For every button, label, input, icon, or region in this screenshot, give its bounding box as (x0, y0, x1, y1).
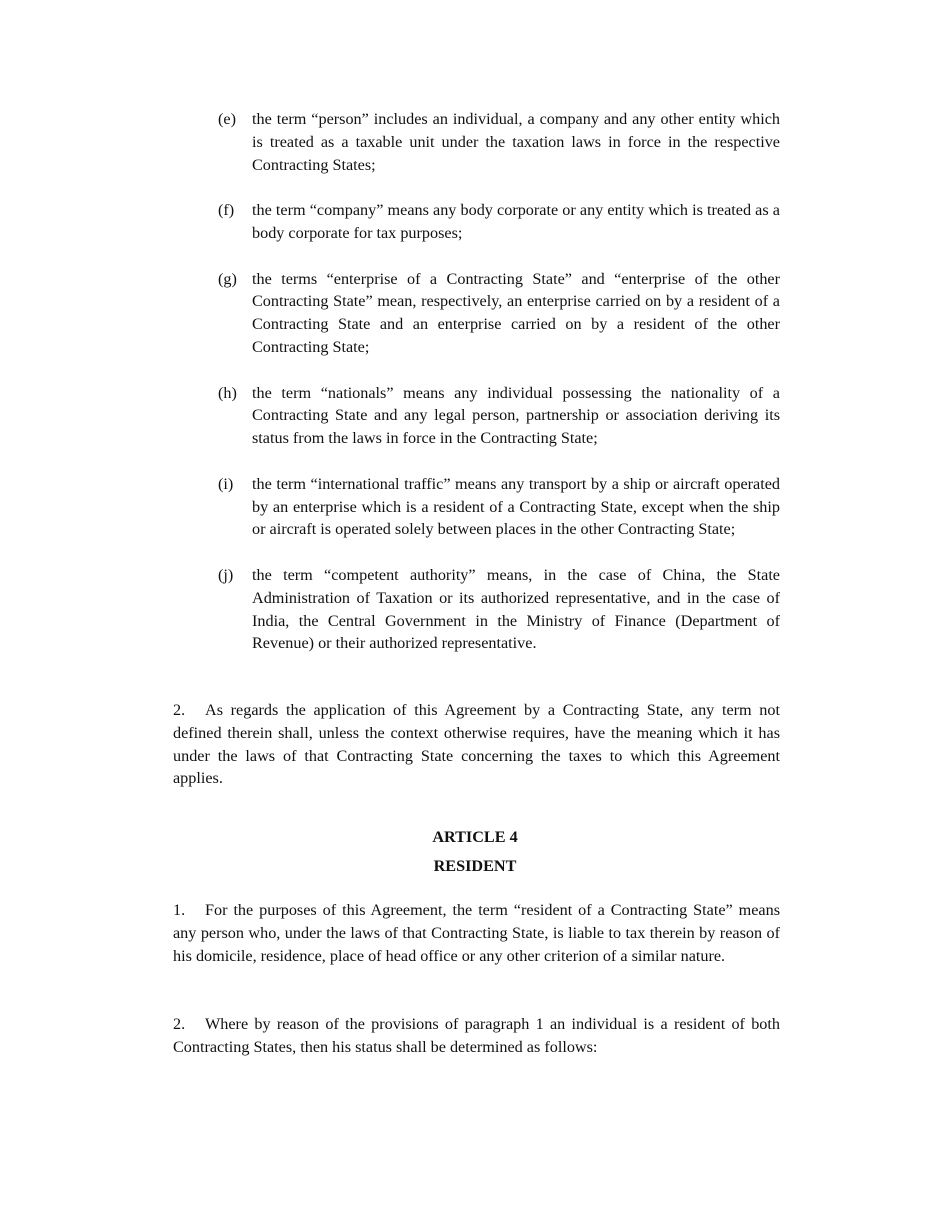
definition-text: the term “nationals” means any individual possessing the nationality of a Contracting State and any legal person, partnership or association deriving its status from the laws in force in the Contracting State; (252, 383, 780, 448)
definition-text: the term “competent authority” means, in the case of China, the State Administration of Taxation or its authorized representative, and in the case of India, the Central Government in the Ministry of Finance (Department of Revenue) or their authorized representative. (252, 565, 780, 653)
paragraph-text: As regards the application of this Agreement by a Contracting State, any term not defined therein shall, unless the context otherwise requires, have the meaning which it has under the laws of that Contracting State concerning the taxes to which this Agreement applies. (173, 701, 780, 788)
definition-text: the terms “enterprise of a Contracting State” and “enterprise of the other Contracting State” mean, respectively, an enterprise carried on by a resident of a Contracting State and an enterprise carried on by a resident of the other Contracting State; (252, 269, 780, 356)
definition-i (216, 473, 780, 541)
definition-j (216, 564, 780, 655)
paragraph-number: 2. (173, 701, 186, 719)
definition-h (216, 382, 780, 450)
definition-g (216, 268, 780, 359)
definition-text: the term “company” means any body corporate or any entity which is treated as a body corporate for tax purposes; (252, 201, 780, 242)
definition-label: (f) (218, 201, 235, 220)
article-subtitle: RESIDENT (433, 857, 517, 875)
article3-paragraph-2 (173, 699, 780, 790)
definition-label: (e) (218, 110, 236, 128)
paragraph-number: 1. (173, 901, 186, 919)
paragraph-text: For the purposes of this Agreement, the term “resident of a Contracting State” means any person who, under the laws of that Contracting State, is liable to tax therein by reason of his domicile, residence, place of head office or any other criterion of a similar nature. (173, 901, 780, 965)
article-title: ARTICLE 4 (432, 828, 518, 846)
definition-label: (i) (218, 474, 234, 493)
definition-f (216, 199, 780, 245)
definitions-list (216, 108, 780, 655)
definition-label: (h) (218, 383, 237, 402)
definition-label: (g) (218, 269, 237, 288)
definition-e (216, 108, 780, 176)
article4-paragraph-2 (173, 1013, 780, 1059)
definition-text: the term “person” includes an individual, a company and any other entity which is treated as a taxable unit under the taxation laws in force in the respective Contracting States; (252, 110, 780, 174)
paragraph-number: 2. (173, 1015, 186, 1033)
definition-label: (j) (218, 565, 234, 584)
definition-text: the term “international traffic” means any transport by a ship or aircraft operated by an enterprise which is a resident of a Contracting State, except when the ship or aircraft is operated solely between places in the other Contracting State; (252, 474, 780, 539)
paragraph-text: Where by reason of the provisions of paragraph 1 an individual is a resident of both Contracting States, then his status shall be determined as follows: (173, 1015, 780, 1056)
article4-paragraph-1 (173, 899, 780, 967)
